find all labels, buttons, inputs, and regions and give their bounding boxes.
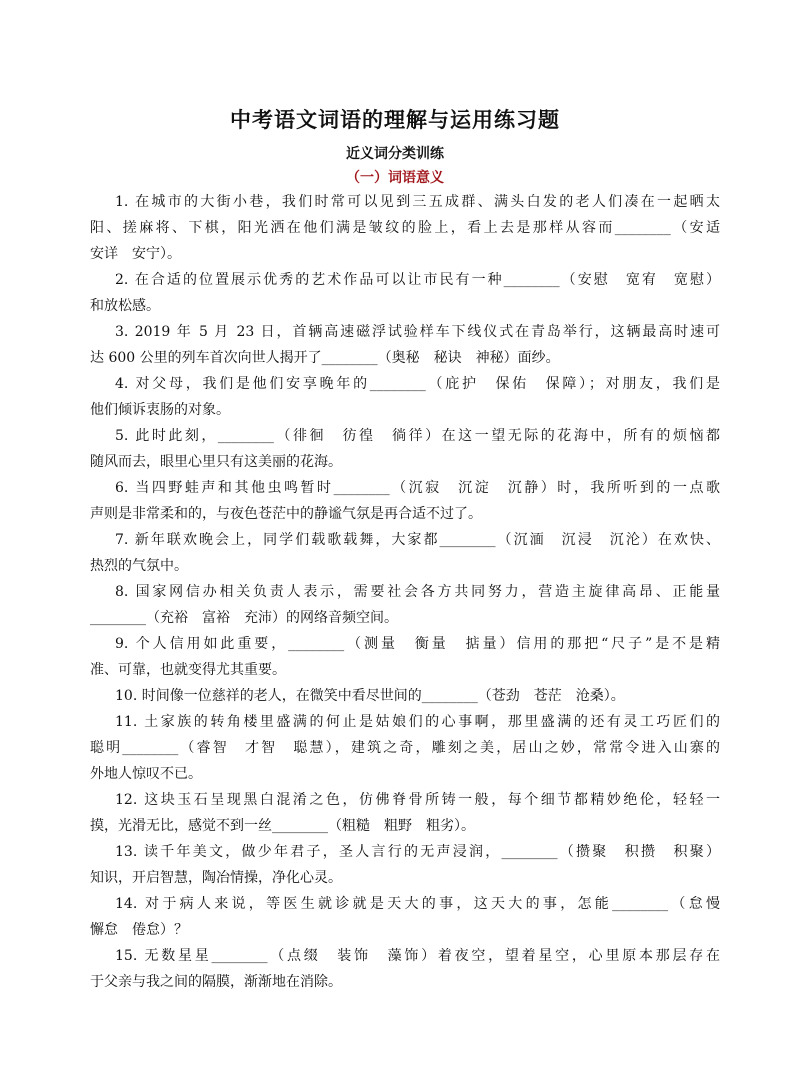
exercise-item (90, 709, 720, 787)
exercise-item (90, 267, 720, 319)
exercise-question-line: 1. 在城市的大街小巷，我们时常可以见到三五成群、满头白发的老人们凑在一起晒太 (115, 194, 720, 210)
exercise-continuation-line: 安详 安宁）。 (90, 246, 181, 262)
document-title: 中考语文词语的理解与运用练习题 (230, 107, 560, 132)
exercise-question-line: 7. 新年联欢晚会上，同学们载歌载舞，大家都________（沉湎 沉浸 沉沦）在欢快、 (115, 532, 720, 548)
exercise-item (90, 683, 720, 709)
exercise-question-line: 4. 对父母，我们是他们安享晚年的________（庇护 保佑 保障）；对朋友，我们是 (115, 376, 720, 392)
exercise-continuation-line: 热烈的气氛中。 (90, 558, 188, 574)
exercise-item (90, 787, 720, 839)
exercise-continuation-line: ________（充裕 富裕 充沛）的网络音频空间。 (90, 610, 398, 626)
exercise-item (90, 371, 720, 423)
exercise-list (90, 189, 720, 995)
exercise-item (90, 527, 720, 579)
exercise-item (90, 579, 720, 631)
exercise-continuation-line: 懈怠 倦怠）？ (90, 922, 188, 938)
exercise-item (90, 943, 720, 995)
exercise-continuation-line: 外地人惊叹不已。 (90, 766, 202, 782)
exercise-item (90, 423, 720, 475)
exercise-continuation-line: 摸，光滑无比，感觉不到一丝________（粗糙 粗野 粗劣）。 (90, 818, 475, 834)
exercise-question-line: 14. 对于病人来说，等医生就诊就是天大的事，这天大的事，怎能________（怠慢 (115, 896, 720, 912)
exercise-question-line: 6. 当四野蛙声和其他虫鸣暂时________（沉寂 沉淀 沉静）时，我所听到的一点歌 (115, 480, 720, 496)
exercise-question-line: 10. 时间像一位慈祥的老人，在微笑中看尽世间的________（苍劲 苍茫 沧桑）。 (115, 688, 625, 704)
exercise-continuation-line: 达 600 公里的列车首次向世人揭开了________（奥秘 秘诀 神秘）面纱。 (90, 350, 560, 366)
exercise-question-line: 9. 个人信用如此重要，________（测量 衡量 掂量）信用的那把“尺子”是不是精 (115, 636, 720, 652)
exercise-continuation-line: 聪明________（睿智 才智 聪慧），建筑之奇，雕刻之美，居山之妙，常常令进入山寨的 (90, 740, 720, 756)
exercise-item (90, 319, 720, 371)
exercise-continuation-line: 知识，开启智慧，陶冶情操，净化心灵。 (90, 870, 342, 886)
exercise-question-line: 15. 无数星星________（点缀 装饰 藻饰）着夜空，望着星空，心里原本那层存在 (115, 948, 720, 964)
exercise-continuation-line: 准、可靠，也就变得尤其重要。 (90, 662, 286, 678)
exercise-item (90, 189, 720, 267)
exercise-continuation-line: 和放松感。 (90, 298, 160, 314)
exercise-item (90, 891, 720, 943)
exercise-question-line: 11. 土家族的转角楼里盛满的何止是姑娘们的心事啊，那里盛满的还有灵工巧匠们的 (115, 714, 720, 730)
exercise-question-line: 2. 在合适的位置展示优秀的艺术作品可以让市民有一种________（安慰 宽宥 宽慰） (115, 272, 720, 288)
exercise-item (90, 475, 720, 527)
exercise-item (90, 839, 720, 891)
exercise-question-line: 12. 这块玉石呈现黑白混淆之色，仿佛脊骨所铸一般，每个细节都精妙绝伦，轻轻一 (115, 792, 720, 808)
exercise-continuation-line: 阳、搓麻将、下棋，阳光洒在他们满是皱纹的脸上，看上去是那样从容而________（安适 (90, 220, 720, 236)
exercise-continuation-line: 随风而去，眼里心里只有这美丽的花海。 (90, 454, 342, 470)
document-subtitle: 近义词分类训练 (346, 146, 444, 162)
exercise-question-line: 5. 此时此刻，________（徘徊 彷徨 徜徉）在这一望无际的花海中，所有的烦恼都 (115, 428, 720, 444)
section-heading: （一）词语意义 (346, 170, 444, 186)
exercise-continuation-line: 于父亲与我之间的隔膜，渐渐地在消除。 (90, 974, 342, 990)
exercise-question-line: 3. 2019 年 5 月 23 日，首辆高速磁浮试验样车下线仪式在青岛举行，这辆最高时速可 (115, 324, 720, 340)
exercise-question-line: 8. 国家网信办相关负责人表示，需要社会各方共同努力，营造主旋律高昂、正能量 (115, 584, 720, 600)
exercise-continuation-line: 声则是非常柔和的，与夜色苍茫中的静谧气氛是再合适不过了。 (90, 506, 482, 522)
exercise-continuation-line: 他们倾诉衷肠的对象。 (90, 402, 230, 418)
exercise-item (90, 631, 720, 683)
exercise-question-line: 13. 读千年美文，做少年君子，圣人言行的无声浸润，________（攒聚 积攒 积聚） (115, 844, 720, 860)
